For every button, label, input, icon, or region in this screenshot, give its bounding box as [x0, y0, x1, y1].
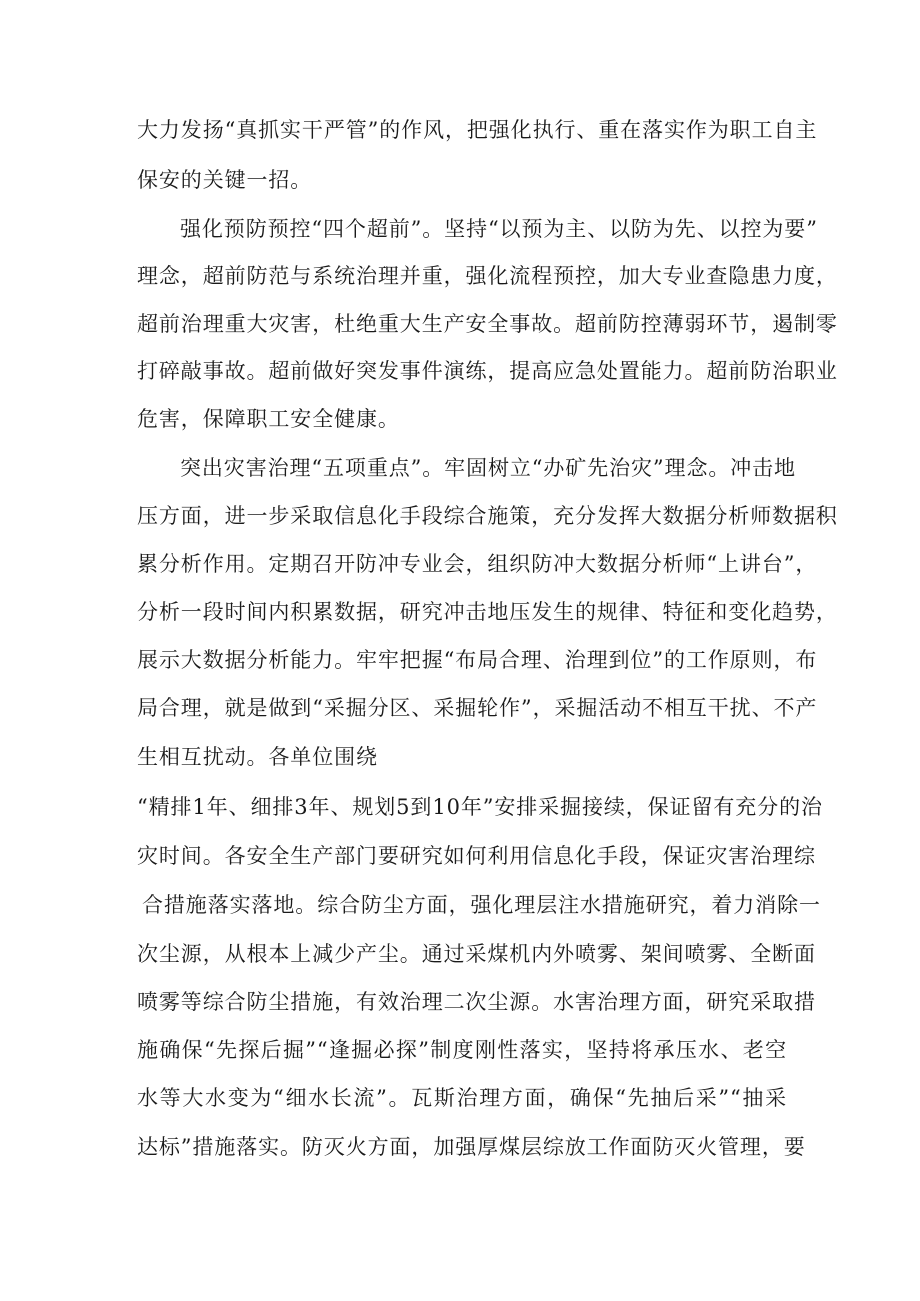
text-line: 压方面，进一步采取信息化手段综合施策，充分发挥大数据分析师数据积 — [137, 504, 838, 528]
text-line: 次尘源，从根本上减少产尘。通过采煤机内外喷雾、架间喷雾、全断面 — [137, 942, 816, 966]
text-line: “精排1年、细排3年、规划5到10年”安排采掘接续，保证留有充分的治 — [137, 795, 823, 819]
text-line: 理念，超前防范与系统治理并重，强化流程预控，加大专业查隐患力度， — [137, 264, 838, 288]
text-line: 分析一段时间内积累数据，研究冲击地压发生的规律、特征和变化趋势， — [137, 600, 838, 624]
paragraph-heading-line: 强化预防预控“四个超前”。坚持“以预为主、以防为先、以控为要” — [180, 217, 818, 241]
text-line: 合措施落实落地。综合防尘方面，强化理层注水措施研究，着力消除一 — [142, 893, 821, 917]
text-line: 灾时间。各安全生产部门要研究如何利用信息化手段，保证灾害治理综 — [137, 844, 816, 868]
text-line: 喷雾等综合防尘措施，有效治理二次尘源。水害治理方面，研究采取措 — [137, 990, 816, 1014]
text-line: 危害，保障职工安全健康。 — [137, 407, 400, 431]
text-line: 打碎敲事故。超前做好突发事件演练，提高应急处置能力。超前防治职业 — [137, 359, 838, 383]
text-line: 施确保“先探后掘”“逢掘必探”制度刚性落实，坚持将承压水、老空 — [137, 1038, 787, 1062]
paragraph-heading-line: 突出灾害治理“五项重点”。牢固树立“办矿先治灾”理念。冲击地 — [180, 456, 796, 480]
text-line: 生相互扰动。各单位围绕 — [137, 745, 378, 769]
text-line: 大力发扬“真抓实干严管”的作风，把强化执行、重在落实作为职工自主 — [137, 118, 818, 142]
text-line: 累分析作用。定期召开防冲专业会，组织防冲大数据分析师“上讲台”， — [137, 552, 818, 576]
text-line: 局合理，就是做到“采掘分区、采掘轮作”，采掘活动不相互干扰、不产 — [137, 696, 818, 720]
text-line: 水等大水变为“细水长流”。瓦斯治理方面，确保“先抽后采”“抽采 — [137, 1086, 787, 1110]
text-line: 保安的关键一招。 — [137, 168, 313, 192]
text-line: 达标”措施落实。防灭火方面，加强厚煤层综放工作面防灭火管理，要 — [137, 1135, 806, 1159]
text-line: 超前治理重大灾害，杜绝重大生产安全事故。超前防控薄弱环节，遏制零 — [137, 312, 838, 336]
text-line: 展示大数据分析能力。牢牢把握“布局合理、治理到位”的工作原则，布 — [137, 648, 818, 672]
